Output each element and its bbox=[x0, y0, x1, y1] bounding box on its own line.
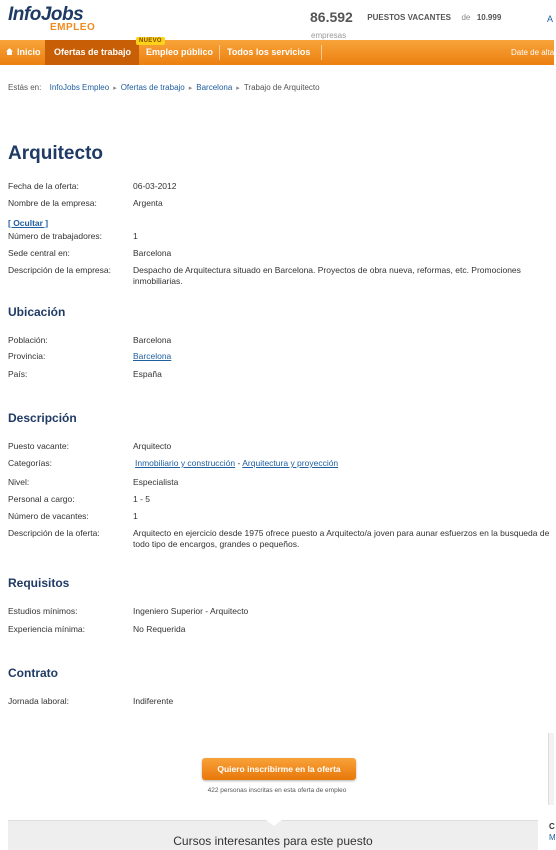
nav-item-label: Ofertas de trabajo bbox=[54, 47, 132, 57]
applicants-note: 422 personas inscritas en esta oferta de empleo bbox=[207, 787, 347, 794]
courses-panel bbox=[8, 820, 538, 850]
country-value: España bbox=[133, 369, 162, 379]
breadcrumb-current: Trabajo de Arquitecto bbox=[243, 83, 320, 92]
vacancy-label: PUESTOS VACANTES bbox=[367, 13, 451, 22]
companies-label: empresas bbox=[311, 31, 347, 40]
field-label: Descripción de la oferta: bbox=[8, 528, 100, 538]
company-desc-value: Despacho de Arquitectura situado en Barcelona. Proyectos de obra nueva, reformas, etc. Promociones inmobiliarias. bbox=[133, 265, 521, 286]
new-badge: NUEVO bbox=[136, 37, 165, 45]
offer-desc-value: Arquitecto en ejercicio desde 1975 ofrece puesto a Arquitecto/a joven para aunar esfuerzos en la busqueda de todo tipo de encargos, grandes o pequeños. bbox=[133, 528, 550, 549]
side-panel-link[interactable]: M bbox=[549, 833, 556, 842]
apply-button[interactable]: Quiero inscribirme en la oferta bbox=[202, 758, 356, 780]
company-count: 10.999 bbox=[476, 13, 502, 22]
city-value: Barcelona bbox=[133, 335, 172, 345]
field-label: Número de trabajadores: bbox=[8, 231, 103, 241]
courses-notch bbox=[266, 820, 282, 826]
logo-sub-text: EMPLEO bbox=[50, 22, 96, 33]
category-separator: - bbox=[235, 458, 243, 468]
field-label: Número de vacantes: bbox=[8, 511, 89, 521]
infojobs-logo[interactable] bbox=[8, 4, 96, 33]
position-value: Arquitecto bbox=[133, 441, 172, 451]
hq-value: Barcelona bbox=[133, 248, 172, 258]
level-value: Especialista bbox=[133, 477, 179, 487]
breadcrumb-link[interactable]: InfoJobs Empleo bbox=[49, 83, 110, 92]
section-heading-contrato: Contrato bbox=[8, 666, 58, 680]
breadcrumb-link[interactable]: Barcelona bbox=[196, 83, 233, 92]
field-label: Categorías: bbox=[8, 458, 52, 468]
field-label: Nivel: bbox=[8, 477, 30, 487]
nav-divider bbox=[321, 45, 322, 60]
schedule-value: Indiferente bbox=[133, 696, 174, 706]
logo-main-text: InfoJobs bbox=[8, 4, 84, 25]
field-label: Fecha de la oferta: bbox=[8, 181, 79, 191]
job-title: Arquitecto bbox=[8, 143, 103, 164]
breadcrumb-arrow-icon: ▸ bbox=[236, 85, 240, 92]
workers-value: 1 bbox=[133, 231, 138, 241]
nav-item-todos-servicios[interactable] bbox=[220, 40, 320, 65]
top-edge-link[interactable]: A bbox=[547, 14, 554, 24]
section-heading-descripcion: Descripción bbox=[8, 411, 77, 425]
field-label: Puesto vacante: bbox=[8, 441, 69, 451]
field-label: Jornada laboral: bbox=[8, 696, 69, 706]
openings-value: 1 bbox=[133, 511, 138, 521]
nav-item-label: Empleo público bbox=[146, 47, 214, 57]
courses-title: Cursos interesantes para este puesto bbox=[173, 834, 373, 848]
side-panel-edge bbox=[548, 733, 554, 805]
staff-value: 1 - 5 bbox=[133, 494, 151, 504]
side-panel-text: C bbox=[549, 822, 555, 831]
company-name-value: Argenta bbox=[133, 198, 163, 208]
field-label: Provincia: bbox=[8, 351, 46, 361]
studies-value: Ingeniero Superior - Arquitecto bbox=[133, 606, 249, 616]
vacancy-counter bbox=[310, 9, 501, 27]
nav-item-ofertas[interactable] bbox=[45, 40, 139, 65]
vacancy-de: de bbox=[461, 13, 471, 22]
nav-date-alta[interactable]: Date de alta bbox=[511, 48, 555, 57]
province-link[interactable]: Barcelona bbox=[133, 351, 172, 361]
breadcrumb-link[interactable]: Ofertas de trabajo bbox=[120, 83, 185, 92]
experience-value: No Requerida bbox=[133, 624, 186, 634]
offer-desc-row bbox=[8, 528, 554, 550]
top-header bbox=[0, 0, 554, 40]
field-label: Nombre de la empresa: bbox=[8, 198, 97, 208]
field-label: Personal a cargo: bbox=[8, 494, 75, 504]
field-label: Estudios mínimos: bbox=[8, 606, 78, 616]
category-link[interactable]: Arquitectura y proyección bbox=[242, 458, 339, 468]
field-label: Población: bbox=[8, 335, 48, 345]
section-heading-requisitos: Requisitos bbox=[8, 576, 70, 590]
breadcrumb-arrow-icon: ▸ bbox=[113, 85, 117, 92]
nav-item-label: Todos los servicios bbox=[227, 47, 311, 57]
field-label: Sede central en: bbox=[8, 248, 70, 258]
field-label: País: bbox=[8, 369, 28, 379]
breadcrumb bbox=[8, 83, 320, 92]
hide-company-toggle[interactable]: [ Ocultar ] bbox=[8, 218, 49, 228]
category-link[interactable]: Inmobiliario y construcción bbox=[135, 458, 236, 468]
offer-date-value: 06-03-2012 bbox=[133, 181, 177, 191]
breadcrumb-prefix: Estás en: bbox=[8, 83, 42, 92]
section-heading-ubicacion: Ubicación bbox=[8, 305, 66, 319]
nav-item-inicio[interactable] bbox=[0, 40, 45, 65]
field-label: Descripción de la empresa: bbox=[8, 265, 111, 275]
nav-item-label: Inicio bbox=[17, 47, 41, 57]
home-icon bbox=[6, 48, 13, 55]
breadcrumb-arrow-icon: ▸ bbox=[188, 85, 193, 92]
company-desc-row bbox=[8, 265, 554, 287]
field-label: Experiencia mínima: bbox=[8, 624, 86, 634]
main-nav bbox=[0, 40, 554, 65]
vacancy-count: 86.592 bbox=[310, 9, 353, 25]
